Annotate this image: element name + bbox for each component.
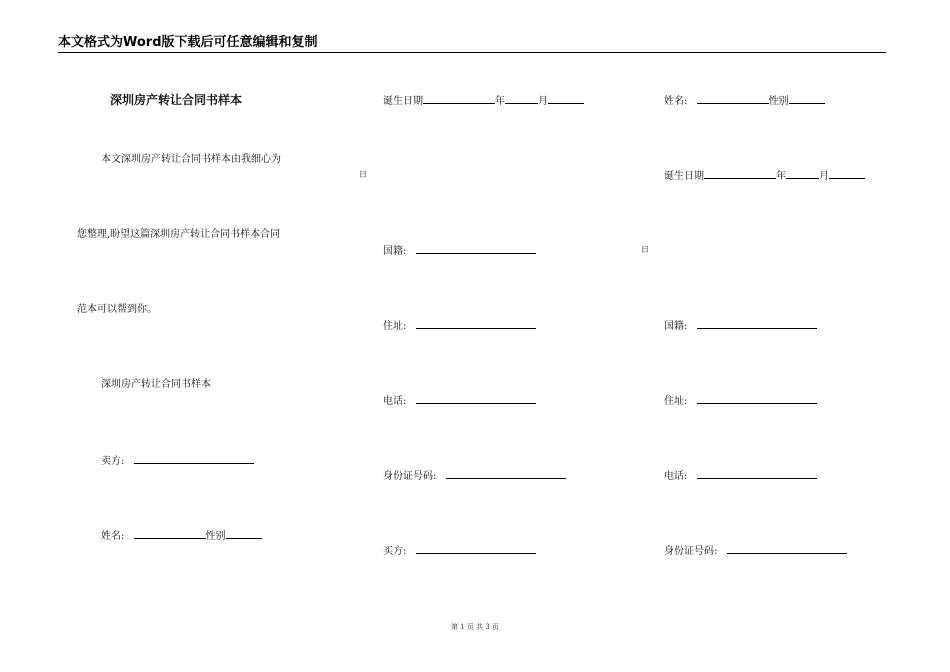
id-blank [446,468,566,479]
name-blank [134,528,206,539]
page-mid: 页 共 [466,623,484,631]
address-blank [416,318,536,329]
header-divider [58,52,886,53]
page-prefix: 第 [450,623,458,631]
document-header: 本文格式为Word版下载后可任意编辑和复制 [58,35,318,50]
birth-label: 诞生日期 [383,96,423,107]
month-label: 月 [819,171,829,182]
seller-id-field [383,468,566,484]
nationality-label: 国籍: [664,321,688,332]
name-label: 姓名: [101,531,125,542]
seller-nationality-field [383,243,536,259]
month-label: 月 [538,96,548,107]
intro-line-1: 本文深圳房产转让合同书样本由我细心为 [101,154,281,165]
id-label: 身份证号码: [383,471,437,482]
nationality-blank [697,318,817,329]
seller-address-field [383,318,536,334]
id-blank [727,543,847,554]
page-total: 3 [485,623,490,631]
intro-line-2: 您整理,盼望这篇深圳房产转让合同书样本合同 [77,229,281,240]
birth-year-blank [423,93,495,104]
buyer-blank [416,543,536,554]
buyer-nationality-field [664,318,817,334]
id-label: 身份证号码: [664,546,718,557]
birth-year-blank [704,168,776,179]
buyer-id-field [664,543,847,559]
phone-label: 电话: [383,396,407,407]
phone-blank [416,393,536,404]
gender-blank [789,93,825,104]
seller-label: 卖方: [101,456,125,467]
day-label: 日 [359,170,367,179]
buyer-name-field [664,93,825,109]
buyer-phone-field [664,468,817,484]
document-title: 深圳房产转让合同书样本 [110,93,243,107]
section-subtitle: 深圳房产转让合同书样本 [101,379,211,390]
nationality-blank [416,243,536,254]
birth-month-blank [786,168,819,179]
gender-label: 性别 [205,531,226,542]
intro-line-3: 范本可以帮到你。 [77,304,157,315]
page-number [0,622,950,632]
gender-blank [226,528,262,539]
seller-field [101,453,254,469]
page-current: 1 [460,623,465,631]
day-label: 日 [641,245,649,254]
address-label: 住址: [383,321,407,332]
birth-label: 诞生日期 [664,171,704,182]
name-label: 姓名: [664,96,688,107]
nationality-label: 国籍: [383,246,407,257]
buyer-field [383,543,536,559]
year-label: 年 [495,96,505,107]
phone-blank [697,468,817,479]
buyer-address-field [664,393,817,409]
buyer-birth-field [664,168,865,184]
birth-day-blank [829,168,865,179]
gender-label: 性别 [768,96,789,107]
buyer-label: 买方: [383,546,407,557]
seller-birth-field [383,93,584,109]
birth-day-blank [548,93,584,104]
address-label: 住址: [664,396,688,407]
seller-name-field [101,528,262,544]
year-label: 年 [776,171,786,182]
birth-month-blank [505,93,538,104]
page-suffix: 页 [492,623,500,631]
phone-label: 电话: [664,471,688,482]
seller-phone-field [383,393,536,409]
name-blank [697,93,769,104]
address-blank [697,393,817,404]
seller-blank [134,453,254,464]
